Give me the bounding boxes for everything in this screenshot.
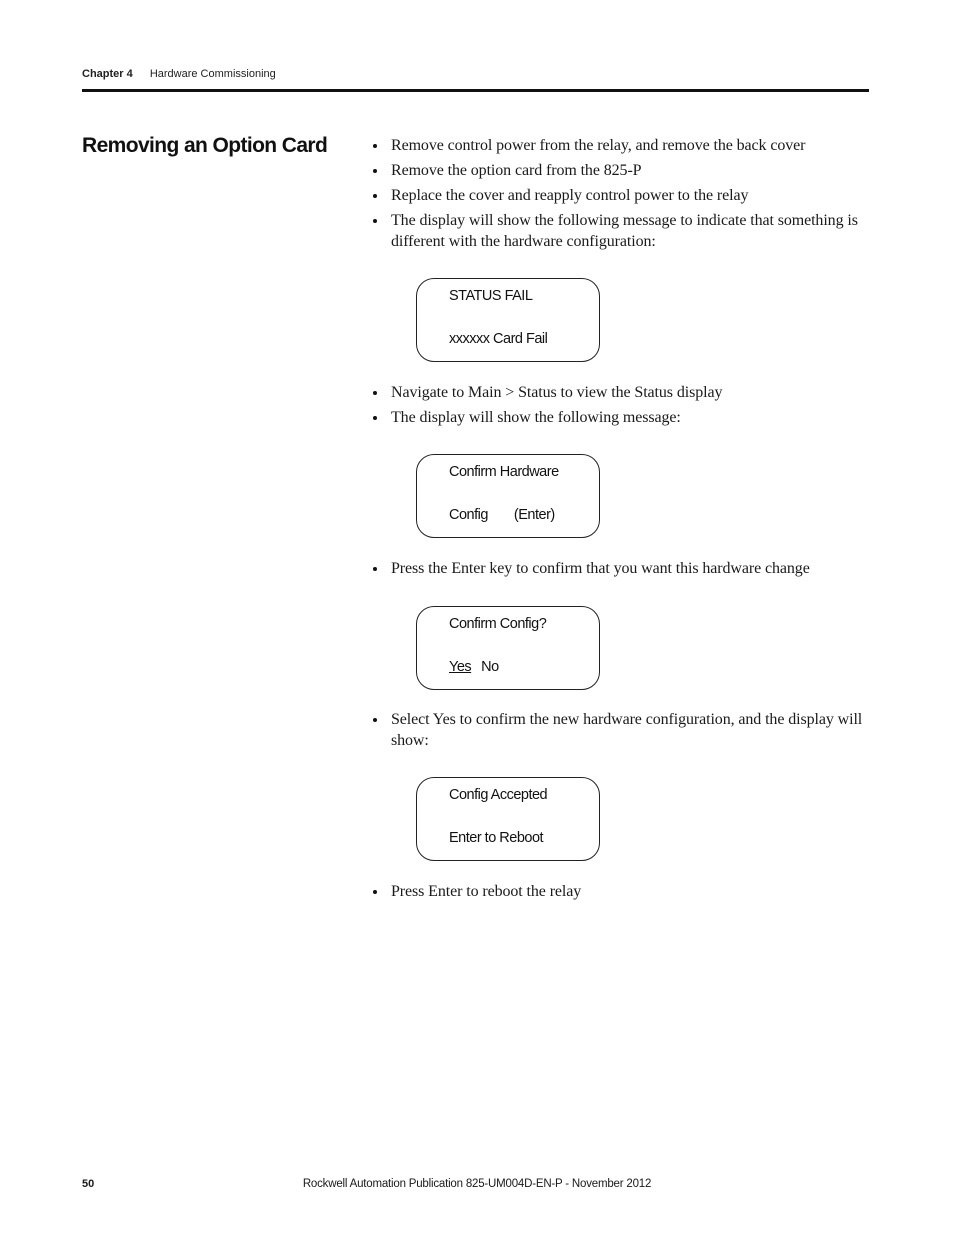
bullet-list-2 (372, 382, 864, 432)
list-item: Select Yes to confirm the new hardware configuration, and the display will show: (372, 709, 864, 751)
display-config-accepted (416, 777, 600, 861)
display-line-2: xxxxxx Card Fail (449, 331, 548, 347)
display-confirm-config (416, 606, 600, 690)
display-status-fail (416, 278, 600, 362)
bullet-list-3 (372, 558, 864, 583)
display-line-1: STATUS FAIL (449, 288, 533, 304)
list-item: The display will show the following message to indicate that something is different with the hardware configuration: (372, 210, 864, 252)
publication-footer: Rockwell Automation Publication 825-UM004D-EN-P - November 2012 (302, 1178, 652, 1190)
display-line-2 (449, 659, 499, 675)
display-confirm-hardware (416, 454, 600, 538)
display-no-option: No (481, 659, 499, 675)
display-line-2 (449, 507, 555, 523)
display-line-1: Confirm Hardware (449, 464, 559, 480)
bullet-list-5 (372, 881, 864, 906)
list-item: Remove control power from the relay, and remove the back cover (372, 135, 864, 156)
display-line-1: Confirm Config? (449, 616, 547, 632)
section-title: Removing an Option Card (82, 134, 328, 157)
list-item: Press Enter to reboot the relay (372, 881, 864, 902)
running-header (82, 68, 276, 80)
chapter-title: Hardware Commissioning (149, 68, 276, 80)
bullet-list-4 (372, 709, 864, 755)
display-enter-text: (Enter) (513, 507, 555, 523)
header-rule (82, 89, 869, 92)
display-line-1: Config Accepted (449, 787, 548, 803)
list-item: Remove the option card from the 825-P (372, 160, 864, 181)
list-item: Replace the cover and reapply control power to the relay (372, 185, 864, 206)
list-item: The display will show the following message: (372, 407, 864, 428)
list-item: Navigate to Main > Status to view the Status display (372, 382, 864, 403)
display-config-text: Config (449, 507, 488, 523)
page-number: 50 (82, 1178, 95, 1190)
display-yes-option: Yes (449, 659, 472, 675)
bullet-list-1 (372, 135, 864, 256)
chapter-label: Chapter 4 (82, 68, 133, 80)
list-item: Press the Enter key to confirm that you want this hardware change (372, 558, 864, 579)
display-line-2: Enter to Reboot (449, 830, 544, 846)
